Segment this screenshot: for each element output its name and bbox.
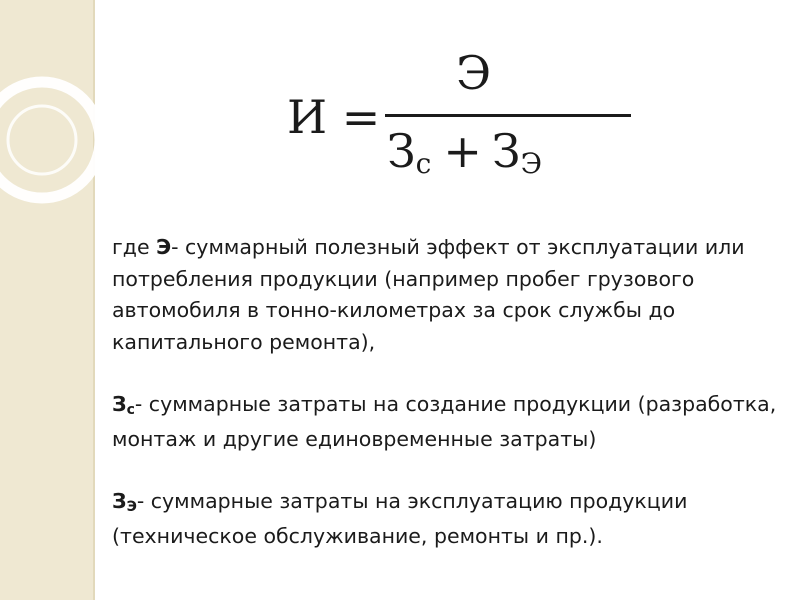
definition-effect-text: - суммарный полезный эффект от эксплуатации или потребления продукции (например пробег грузового автомобиля в тонно-километрах за срок службы до капитального ремонта), bbox=[112, 235, 745, 354]
symbol-base: З bbox=[112, 489, 127, 513]
den-term2-sub: Э bbox=[520, 147, 543, 180]
decorative-circles bbox=[0, 0, 120, 240]
definition-effect bbox=[112, 232, 782, 358]
den-term1-base: З bbox=[387, 124, 416, 178]
definition-operation-cost-text: - суммарные затраты на эксплуатацию продукции (техническое обслуживание, ремонты и пр.). bbox=[112, 489, 688, 548]
fraction-bar bbox=[385, 114, 631, 117]
symbol-sub: с bbox=[126, 402, 135, 418]
den-plus: + bbox=[443, 124, 482, 178]
symbol-sub: Э bbox=[126, 499, 137, 515]
symbol-operation-cost bbox=[112, 489, 137, 513]
symbol-base: З bbox=[112, 392, 127, 416]
definition-creation-cost bbox=[112, 389, 782, 455]
symbol-creation-cost bbox=[112, 392, 135, 416]
definition-creation-cost-text: - суммарные затраты на создание продукции (разработка, монтаж и другие единовременные затраты) bbox=[112, 392, 777, 451]
formula-denominator bbox=[387, 124, 542, 178]
definitions-text bbox=[112, 232, 782, 552]
definition-lead: где bbox=[112, 235, 157, 259]
symbol-effect: Э bbox=[156, 235, 172, 259]
formula-lhs: И = bbox=[287, 90, 381, 144]
den-term2-base: З bbox=[491, 124, 521, 178]
formula-numerator: Э bbox=[456, 46, 492, 100]
definition-operation-cost bbox=[112, 486, 782, 552]
den-term1-sub: с bbox=[415, 147, 432, 180]
